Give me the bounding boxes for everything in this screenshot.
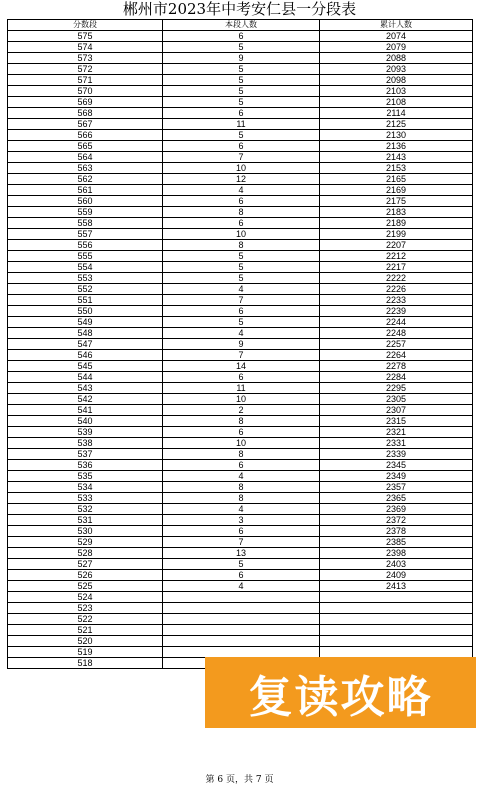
cell-count: 9 xyxy=(163,339,320,350)
watermark-text: 复读攻略 xyxy=(248,671,433,723)
cell-cumulative: 2345 xyxy=(320,460,473,471)
cell-count: 5 xyxy=(163,130,320,141)
table-row xyxy=(8,449,473,460)
cell-count: 7 xyxy=(163,152,320,163)
cell-cumulative: 2169 xyxy=(320,185,473,196)
cell-count: 10 xyxy=(163,438,320,449)
cell-score: 543 xyxy=(8,383,163,394)
table-row xyxy=(8,273,473,284)
cell-count: 11 xyxy=(163,119,320,130)
cell-count: 4 xyxy=(163,185,320,196)
cell-cumulative: 2136 xyxy=(320,141,473,152)
cell-cumulative: 2175 xyxy=(320,196,473,207)
cell-count: 6 xyxy=(163,141,320,152)
cell-score: 552 xyxy=(8,284,163,295)
cell-count: 7 xyxy=(163,350,320,361)
table-row xyxy=(8,130,473,141)
table-row xyxy=(8,592,473,603)
cell-score: 524 xyxy=(8,592,163,603)
cell-cumulative: 2339 xyxy=(320,449,473,460)
cell-score: 567 xyxy=(8,119,163,130)
cell-count: 6 xyxy=(163,218,320,229)
cell-score: 570 xyxy=(8,86,163,97)
cell-count: 5 xyxy=(163,262,320,273)
cell-cumulative: 2357 xyxy=(320,482,473,493)
cell-score: 525 xyxy=(8,581,163,592)
cell-count: 3 xyxy=(163,515,320,526)
cell-cumulative: 2239 xyxy=(320,306,473,317)
table-row xyxy=(8,141,473,152)
cell-score: 562 xyxy=(8,174,163,185)
cell-score: 523 xyxy=(8,603,163,614)
cell-score: 554 xyxy=(8,262,163,273)
cell-count: 5 xyxy=(163,559,320,570)
cell-cumulative: 2217 xyxy=(320,262,473,273)
cell-cumulative: 2398 xyxy=(320,548,473,559)
table-row xyxy=(8,196,473,207)
cell-cumulative: 2207 xyxy=(320,240,473,251)
cell-count: 8 xyxy=(163,493,320,504)
table-row xyxy=(8,108,473,119)
cell-count: 5 xyxy=(163,64,320,75)
table-row xyxy=(8,207,473,218)
table-row xyxy=(8,548,473,559)
table-row xyxy=(8,350,473,361)
cell-cumulative xyxy=(320,636,473,647)
cell-cumulative: 2403 xyxy=(320,559,473,570)
cell-score: 557 xyxy=(8,229,163,240)
cell-count: 5 xyxy=(163,251,320,262)
cell-count: 8 xyxy=(163,482,320,493)
cell-count: 13 xyxy=(163,548,320,559)
cell-score: 548 xyxy=(8,328,163,339)
table-row xyxy=(8,482,473,493)
cell-cumulative: 2385 xyxy=(320,537,473,548)
cell-score: 535 xyxy=(8,471,163,482)
cell-score: 526 xyxy=(8,570,163,581)
table-row xyxy=(8,361,473,372)
table-row xyxy=(8,119,473,130)
cell-count xyxy=(163,603,320,614)
cell-count: 8 xyxy=(163,207,320,218)
cell-cumulative: 2413 xyxy=(320,581,473,592)
cell-count: 4 xyxy=(163,284,320,295)
cell-count: 6 xyxy=(163,526,320,537)
table-row xyxy=(8,647,473,658)
cell-count: 7 xyxy=(163,295,320,306)
table-header-row xyxy=(8,20,473,31)
table-row xyxy=(8,438,473,449)
cell-score: 537 xyxy=(8,449,163,460)
table-row xyxy=(8,328,473,339)
cell-score: 575 xyxy=(8,31,163,42)
table-row xyxy=(8,152,473,163)
cell-count: 6 xyxy=(163,108,320,119)
table-row xyxy=(8,86,473,97)
cell-score: 522 xyxy=(8,614,163,625)
table-row xyxy=(8,427,473,438)
cell-count: 6 xyxy=(163,306,320,317)
cell-count xyxy=(163,647,320,658)
cell-cumulative: 2278 xyxy=(320,361,473,372)
cell-count: 6 xyxy=(163,570,320,581)
table-row xyxy=(8,460,473,471)
cell-count: 7 xyxy=(163,537,320,548)
cell-count: 6 xyxy=(163,427,320,438)
table-row xyxy=(8,471,473,482)
cell-score: 531 xyxy=(8,515,163,526)
table-row xyxy=(8,614,473,625)
cell-score: 571 xyxy=(8,75,163,86)
cell-cumulative: 2315 xyxy=(320,416,473,427)
cell-cumulative: 2114 xyxy=(320,108,473,119)
table-row xyxy=(8,537,473,548)
cell-score: 547 xyxy=(8,339,163,350)
table-row xyxy=(8,163,473,174)
table-row xyxy=(8,64,473,75)
table-row xyxy=(8,218,473,229)
cell-score: 527 xyxy=(8,559,163,570)
cell-score: 533 xyxy=(8,493,163,504)
table-row xyxy=(8,603,473,614)
cell-cumulative: 2189 xyxy=(320,218,473,229)
cell-cumulative: 2264 xyxy=(320,350,473,361)
table-row xyxy=(8,526,473,537)
table-row xyxy=(8,625,473,636)
cell-count: 5 xyxy=(163,97,320,108)
cell-count: 12 xyxy=(163,174,320,185)
table-row xyxy=(8,42,473,53)
cell-cumulative: 2349 xyxy=(320,471,473,482)
cell-cumulative: 2143 xyxy=(320,152,473,163)
table-row xyxy=(8,31,473,42)
cell-score: 532 xyxy=(8,504,163,515)
cell-cumulative: 2165 xyxy=(320,174,473,185)
cell-count: 6 xyxy=(163,31,320,42)
cell-score: 538 xyxy=(8,438,163,449)
cell-score: 544 xyxy=(8,372,163,383)
cell-cumulative: 2199 xyxy=(320,229,473,240)
cell-cumulative: 2378 xyxy=(320,526,473,537)
cell-cumulative: 2108 xyxy=(320,97,473,108)
cell-score: 553 xyxy=(8,273,163,284)
table-row xyxy=(8,262,473,273)
cell-cumulative: 2307 xyxy=(320,405,473,416)
cell-cumulative: 2183 xyxy=(320,207,473,218)
cell-score: 569 xyxy=(8,97,163,108)
cell-count: 9 xyxy=(163,53,320,64)
cell-score: 540 xyxy=(8,416,163,427)
page-footer: 第 6 页，共 7 页 xyxy=(205,775,274,785)
table-row xyxy=(8,581,473,592)
table-row xyxy=(8,240,473,251)
cell-count: 4 xyxy=(163,504,320,515)
cell-cumulative: 2103 xyxy=(320,86,473,97)
cell-count: 10 xyxy=(163,394,320,405)
cell-count: 4 xyxy=(163,471,320,482)
cell-cumulative: 2331 xyxy=(320,438,473,449)
cell-count: 5 xyxy=(163,75,320,86)
table-row xyxy=(8,75,473,86)
cell-cumulative: 2409 xyxy=(320,570,473,581)
cell-score: 558 xyxy=(8,218,163,229)
cell-score: 550 xyxy=(8,306,163,317)
cell-score: 545 xyxy=(8,361,163,372)
cell-count: 5 xyxy=(163,86,320,97)
cell-count: 10 xyxy=(163,163,320,174)
header-cumulative: 累计人数 xyxy=(320,20,473,31)
cell-score: 529 xyxy=(8,537,163,548)
cell-score: 560 xyxy=(8,196,163,207)
table-row xyxy=(8,317,473,328)
table-row xyxy=(8,416,473,427)
table-row xyxy=(8,636,473,647)
cell-count: 6 xyxy=(163,372,320,383)
cell-cumulative: 2153 xyxy=(320,163,473,174)
table-row xyxy=(8,174,473,185)
cell-cumulative xyxy=(320,625,473,636)
table-row xyxy=(8,185,473,196)
watermark-banner xyxy=(205,657,476,728)
cell-count: 5 xyxy=(163,42,320,53)
table-row xyxy=(8,295,473,306)
cell-count: 2 xyxy=(163,405,320,416)
cell-score: 574 xyxy=(8,42,163,53)
cell-score: 518 xyxy=(8,658,163,669)
cell-score: 519 xyxy=(8,647,163,658)
cell-count xyxy=(163,592,320,603)
cell-score: 546 xyxy=(8,350,163,361)
cell-score: 555 xyxy=(8,251,163,262)
cell-score: 568 xyxy=(8,108,163,119)
table-row xyxy=(8,493,473,504)
cell-score: 536 xyxy=(8,460,163,471)
cell-score: 573 xyxy=(8,53,163,64)
cell-cumulative xyxy=(320,614,473,625)
cell-score: 542 xyxy=(8,394,163,405)
header-score: 分数段 xyxy=(8,20,163,31)
cell-count xyxy=(163,636,320,647)
cell-score: 551 xyxy=(8,295,163,306)
cell-cumulative: 2248 xyxy=(320,328,473,339)
cell-score: 541 xyxy=(8,405,163,416)
cell-cumulative: 2098 xyxy=(320,75,473,86)
table-row xyxy=(8,53,473,64)
cell-score: 528 xyxy=(8,548,163,559)
cell-cumulative: 2321 xyxy=(320,427,473,438)
cell-cumulative: 2233 xyxy=(320,295,473,306)
cell-count: 6 xyxy=(163,196,320,207)
cell-count: 10 xyxy=(163,229,320,240)
cell-score: 534 xyxy=(8,482,163,493)
cell-cumulative: 2369 xyxy=(320,504,473,515)
cell-cumulative: 2222 xyxy=(320,273,473,284)
cell-cumulative: 2305 xyxy=(320,394,473,405)
table-row xyxy=(8,405,473,416)
cell-score: 539 xyxy=(8,427,163,438)
cell-score: 559 xyxy=(8,207,163,218)
cell-cumulative: 2226 xyxy=(320,284,473,295)
cell-count: 6 xyxy=(163,460,320,471)
cell-score: 556 xyxy=(8,240,163,251)
cell-cumulative: 2079 xyxy=(320,42,473,53)
cell-score: 564 xyxy=(8,152,163,163)
cell-count: 8 xyxy=(163,449,320,460)
cell-count: 8 xyxy=(163,416,320,427)
cell-count: 8 xyxy=(163,240,320,251)
table-row xyxy=(8,515,473,526)
table-row xyxy=(8,97,473,108)
cell-cumulative: 2125 xyxy=(320,119,473,130)
cell-cumulative xyxy=(320,647,473,658)
cell-count: 5 xyxy=(163,273,320,284)
cell-cumulative: 2284 xyxy=(320,372,473,383)
cell-count: 4 xyxy=(163,581,320,592)
cell-cumulative: 2372 xyxy=(320,515,473,526)
header-count: 本段人数 xyxy=(163,20,320,31)
cell-cumulative: 2295 xyxy=(320,383,473,394)
score-table xyxy=(7,19,473,669)
cell-count: 4 xyxy=(163,328,320,339)
cell-score: 572 xyxy=(8,64,163,75)
cell-score: 530 xyxy=(8,526,163,537)
cell-cumulative: 2074 xyxy=(320,31,473,42)
cell-cumulative xyxy=(320,592,473,603)
cell-cumulative: 2088 xyxy=(320,53,473,64)
cell-score: 520 xyxy=(8,636,163,647)
cell-cumulative: 2257 xyxy=(320,339,473,350)
table-row xyxy=(8,339,473,350)
table-row xyxy=(8,284,473,295)
cell-score: 563 xyxy=(8,163,163,174)
cell-score: 566 xyxy=(8,130,163,141)
cell-cumulative: 2093 xyxy=(320,64,473,75)
cell-count: 11 xyxy=(163,383,320,394)
cell-cumulative: 2244 xyxy=(320,317,473,328)
cell-count xyxy=(163,625,320,636)
table-row xyxy=(8,229,473,240)
cell-cumulative: 2130 xyxy=(320,130,473,141)
table-row xyxy=(8,504,473,515)
table-row xyxy=(8,306,473,317)
table-row xyxy=(8,383,473,394)
cell-count: 14 xyxy=(163,361,320,372)
table-row xyxy=(8,570,473,581)
cell-count xyxy=(163,614,320,625)
cell-cumulative: 2365 xyxy=(320,493,473,504)
table-row xyxy=(8,559,473,570)
cell-score: 521 xyxy=(8,625,163,636)
cell-cumulative xyxy=(320,603,473,614)
cell-score: 561 xyxy=(8,185,163,196)
table-row xyxy=(8,394,473,405)
cell-cumulative: 2212 xyxy=(320,251,473,262)
table-body xyxy=(8,31,473,669)
cell-score: 565 xyxy=(8,141,163,152)
cell-score: 549 xyxy=(8,317,163,328)
table-row xyxy=(8,251,473,262)
table-row xyxy=(8,372,473,383)
cell-count: 5 xyxy=(163,317,320,328)
page-title: 郴州市2023年中考安仁县一分段表 xyxy=(122,0,357,18)
